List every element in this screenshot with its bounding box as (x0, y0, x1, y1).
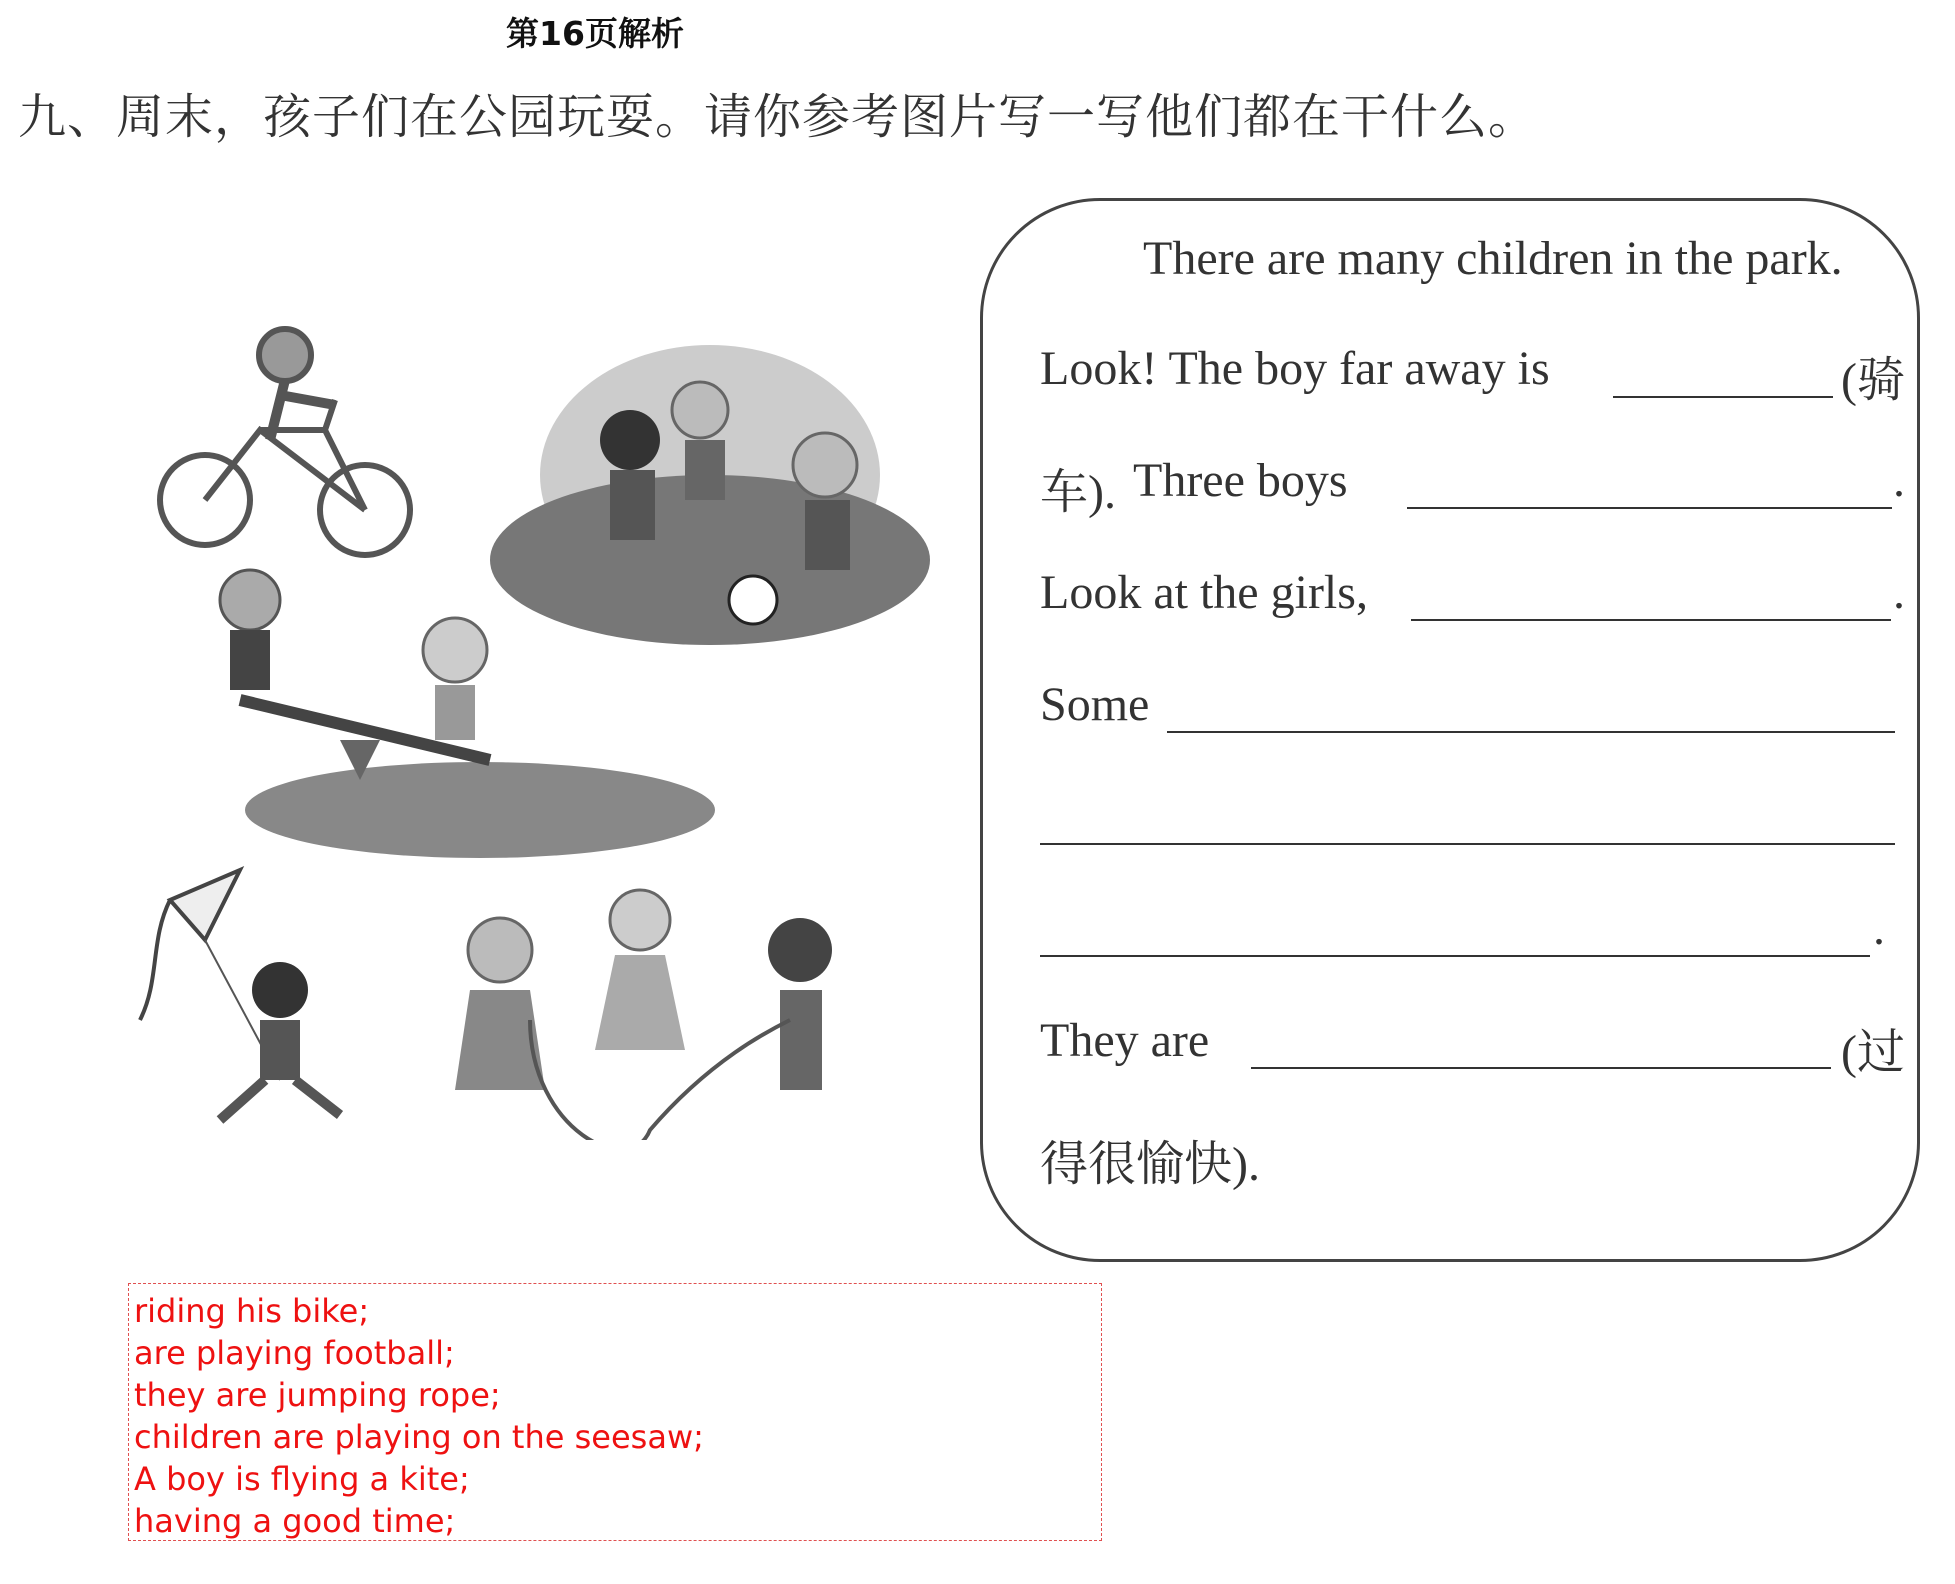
intro-sentence: There are many children in the park. (1143, 232, 1843, 285)
blank-5[interactable] (1040, 843, 1895, 845)
answer-line: A boy is flying a kite; (134, 1460, 470, 1498)
answer-line: riding his bike; (134, 1292, 370, 1330)
blank-2[interactable] (1407, 507, 1892, 509)
boy-flying-kite-image (140, 870, 340, 1120)
blank-1[interactable] (1613, 396, 1833, 398)
line-3-text: Look at the girls, (1040, 566, 1368, 619)
line-2-end: . (1893, 454, 1905, 507)
boy-riding-bike-image (160, 329, 410, 555)
line-7-hint: (过 (1841, 1026, 1905, 1079)
line-2-text: Three boys (1133, 454, 1348, 507)
line-3-end: . (1893, 566, 1905, 619)
question-prompt: 九、周末，孩子们在公园玩耍。请你参考图片写一写他们都在干什么。 (18, 89, 1538, 145)
park-illustration (110, 300, 930, 1140)
answer-line: children are playing on the seesaw; (134, 1418, 704, 1456)
blank-7[interactable] (1251, 1067, 1831, 1069)
answer-line: having a good time; (134, 1502, 456, 1540)
blank-4[interactable] (1167, 731, 1895, 733)
answer-line: are playing football; (134, 1334, 455, 1372)
blank-6[interactable] (1040, 955, 1870, 957)
line-6-end: . (1873, 902, 1885, 955)
line-1-hint: (骑 (1841, 354, 1905, 407)
answer-line: they are jumping rope; (134, 1376, 501, 1414)
writing-box (980, 198, 1920, 1262)
line-1-text: Look! The boy far away is (1040, 342, 1550, 395)
line-7-text: They are (1040, 1014, 1210, 1067)
page-title: 第16页解析 (506, 14, 684, 53)
line-8-text: 得很愉快). (1040, 1138, 1260, 1191)
line-4-text: Some (1040, 678, 1150, 731)
boys-playing-football-image (490, 345, 930, 645)
blank-3[interactable] (1411, 619, 1891, 621)
answer-box (128, 1283, 1102, 1541)
girls-jumping-rope-image (455, 890, 832, 1140)
line-2-prefix: 车). (1040, 466, 1116, 519)
